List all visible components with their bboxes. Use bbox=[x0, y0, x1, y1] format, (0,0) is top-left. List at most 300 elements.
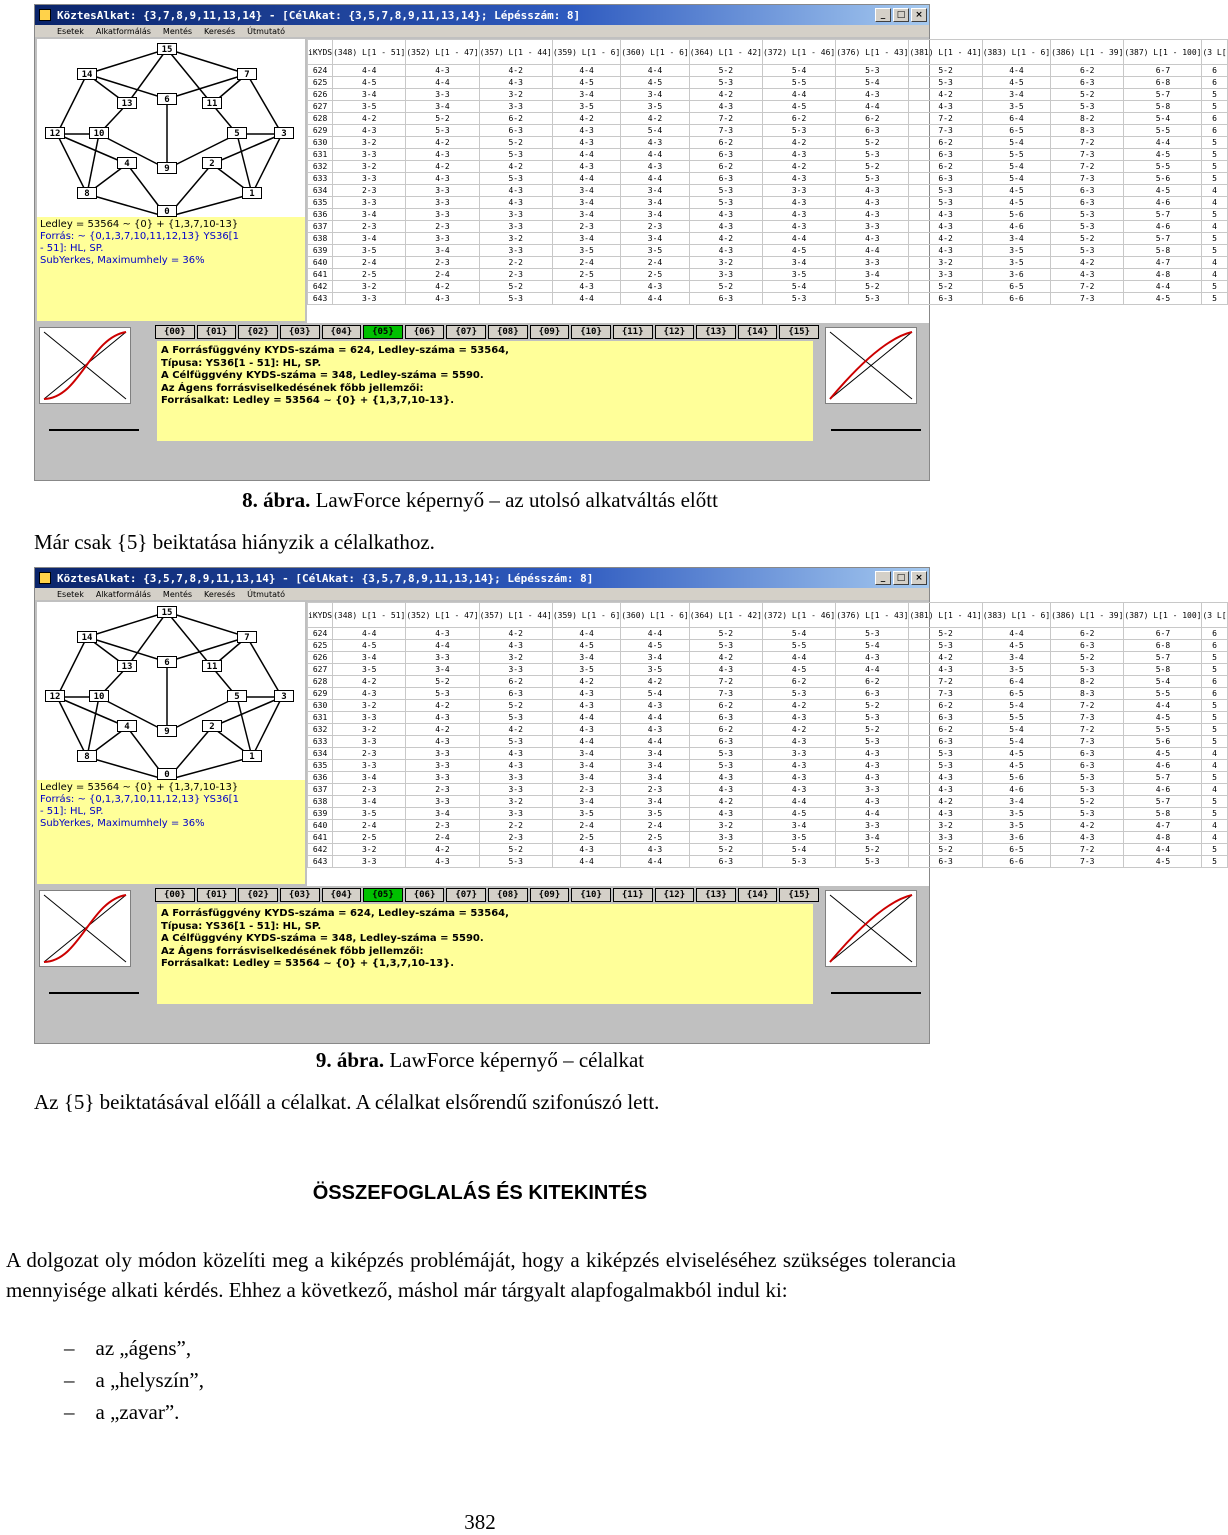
grid-cell: 4-3 bbox=[762, 173, 835, 185]
table-row[interactable] bbox=[308, 844, 1228, 856]
grid-cell: 4-5 bbox=[762, 245, 835, 257]
grid-column-header[interactable]: (381) L[1 - 41] bbox=[909, 603, 982, 628]
grid-cell: 4-2 bbox=[621, 113, 689, 125]
grid-cell: 5-5 bbox=[982, 149, 1050, 161]
menu-item-kereses[interactable]: Keresés bbox=[204, 589, 236, 599]
grid-column-header[interactable]: (359) L[1 - 6] bbox=[552, 603, 620, 628]
table-row[interactable] bbox=[308, 832, 1228, 844]
menu-item-alkatformalas[interactable]: Alkatformálás bbox=[95, 589, 151, 599]
grid-cell: 4-3 bbox=[762, 712, 835, 724]
grid-cell: 5-3 bbox=[909, 77, 982, 89]
graph-node[interactable]: 10 bbox=[89, 690, 109, 702]
tab-item[interactable]: {07} bbox=[446, 325, 486, 339]
grid-cell: 6-3 bbox=[1051, 760, 1124, 772]
grid-cell: 7-3 bbox=[1051, 856, 1124, 868]
tab-item[interactable]: {14} bbox=[738, 325, 778, 339]
tab-item[interactable]: {02} bbox=[238, 325, 278, 339]
grid-column-header[interactable]: (364) L[1 - 42] bbox=[689, 603, 762, 628]
graph-node[interactable]: 1 bbox=[242, 187, 262, 199]
graph-node[interactable]: 6 bbox=[157, 656, 177, 668]
tab-item[interactable]: {13} bbox=[696, 888, 736, 902]
table-row[interactable] bbox=[308, 293, 1228, 305]
desc-line: A Célfüggvény KYDS-száma = 348, Ledley-száma = 5590. bbox=[161, 370, 484, 381]
grid-cell: 3-3 bbox=[406, 185, 479, 197]
graph-node[interactable]: 4 bbox=[117, 157, 137, 169]
grid-cell: 4-5 bbox=[621, 77, 689, 89]
hypercube-graph bbox=[37, 602, 305, 780]
graph-node[interactable]: 15 bbox=[157, 606, 177, 618]
grid-column-header[interactable]: (383) L[1 - 6] bbox=[982, 603, 1050, 628]
desc-line: A Célfüggvény KYDS-száma = 348, Ledley-száma = 5590. bbox=[161, 933, 484, 944]
grid-cell: 3-4 bbox=[982, 652, 1050, 664]
grid-cell: 3-3 bbox=[406, 748, 479, 760]
table-row[interactable] bbox=[308, 796, 1228, 808]
graph-node[interactable]: 14 bbox=[77, 631, 97, 643]
grid-cell: 4-4 bbox=[762, 652, 835, 664]
table-row[interactable] bbox=[308, 137, 1228, 149]
graph-node[interactable]: 0 bbox=[157, 205, 177, 217]
tab-item[interactable]: {15} bbox=[779, 888, 819, 902]
tab-item[interactable]: {09} bbox=[530, 325, 570, 339]
tab-item[interactable]: {10} bbox=[571, 888, 611, 902]
grid-cell: 3-4 bbox=[982, 233, 1050, 245]
grid-column-header[interactable]: (348) L[1 - 51] bbox=[333, 603, 406, 628]
tab-item[interactable]: {08} bbox=[488, 325, 528, 339]
graph-node[interactable]: 7 bbox=[237, 68, 257, 80]
grid-cell: 2-3 bbox=[552, 784, 620, 796]
grid-cell: 5 bbox=[1202, 101, 1227, 113]
grid-cell: 3-2 bbox=[689, 820, 762, 832]
grid-cell: 3-4 bbox=[621, 748, 689, 760]
grid-cell: 5 bbox=[1202, 736, 1227, 748]
graph-node[interactable]: 10 bbox=[89, 127, 109, 139]
table-row[interactable] bbox=[308, 161, 1228, 173]
tab-item[interactable]: {10} bbox=[571, 325, 611, 339]
grid-column-header[interactable]: (352) L[1 - 47] bbox=[406, 40, 479, 65]
grid-column-header[interactable]: (372) L[1 - 46] bbox=[762, 603, 835, 628]
minimize-button[interactable]: _ bbox=[875, 8, 891, 22]
table-row[interactable] bbox=[308, 688, 1228, 700]
grid-column-header[interactable]: (360) L[1 - 6] bbox=[621, 40, 689, 65]
tab-item[interactable]: {02} bbox=[238, 888, 278, 902]
grid-column-header[interactable]: (357) L[1 - 44] bbox=[479, 40, 552, 65]
graph-node[interactable]: 5 bbox=[227, 127, 247, 139]
grid-cell: 5-3 bbox=[909, 760, 982, 772]
grid-cell: 5-4 bbox=[982, 736, 1050, 748]
grid-cell: 4-3 bbox=[836, 197, 909, 209]
grid-column-header[interactable]: (352) L[1 - 47] bbox=[406, 603, 479, 628]
grid-cell: 6-3 bbox=[689, 712, 762, 724]
grid-cell: 2-3 bbox=[333, 748, 406, 760]
grid-cell: 3-4 bbox=[333, 652, 406, 664]
grid-cell: 637 bbox=[308, 221, 333, 233]
grid-cell: 4-2 bbox=[552, 113, 620, 125]
table-row[interactable] bbox=[308, 77, 1228, 89]
grid-cell: 3-5 bbox=[621, 808, 689, 820]
grid-cell: 5-6 bbox=[982, 772, 1050, 784]
table-row[interactable] bbox=[308, 125, 1228, 137]
grid-cell: 4-3 bbox=[909, 209, 982, 221]
grid-cell: 5-3 bbox=[689, 760, 762, 772]
body-paragraph: A dolgozat oly módon közelíti meg a kiképzés problémáját, hogy a kiképzés elviseléséhez szükséges tolerancia mennyisége alkati kérdés. Ehhez a következő, máshol már tárgyalt alapfogalmakból indul ki: bbox=[6, 1248, 956, 1302]
grid-cell: 3-3 bbox=[479, 221, 552, 233]
grid-cell: 3-5 bbox=[333, 664, 406, 676]
grid-cell: 3-3 bbox=[406, 209, 479, 221]
table-row[interactable] bbox=[308, 784, 1228, 796]
graph-node[interactable]: 9 bbox=[157, 162, 177, 174]
graph-node[interactable]: 9 bbox=[157, 725, 177, 737]
grid-cell: 2-2 bbox=[479, 820, 552, 832]
grid-cell: 3-3 bbox=[406, 89, 479, 101]
grid-cell: 637 bbox=[308, 784, 333, 796]
table-row[interactable] bbox=[308, 736, 1228, 748]
grid-cell: 5-2 bbox=[1051, 796, 1124, 808]
grid-cell: 4-5 bbox=[1124, 712, 1202, 724]
description-panel bbox=[157, 904, 813, 1004]
grid-cell: 6-8 bbox=[1124, 77, 1202, 89]
table-row[interactable] bbox=[308, 628, 1228, 640]
grid-cell: 3-3 bbox=[479, 209, 552, 221]
table-row[interactable] bbox=[308, 820, 1228, 832]
table-row[interactable] bbox=[308, 89, 1228, 101]
grid-cell: 5-3 bbox=[689, 185, 762, 197]
grid-cell: 7-2 bbox=[1051, 700, 1124, 712]
grid-cell: 4-3 bbox=[479, 197, 552, 209]
grid-cell: 3-2 bbox=[333, 281, 406, 293]
grid-cell: 4-3 bbox=[621, 724, 689, 736]
tab-item[interactable]: {03} bbox=[280, 888, 320, 902]
tab-item[interactable]: {00} bbox=[155, 888, 195, 902]
table-row[interactable] bbox=[308, 197, 1228, 209]
table-row[interactable] bbox=[308, 185, 1228, 197]
tab-item[interactable]: {14} bbox=[738, 888, 778, 902]
table-row[interactable] bbox=[308, 808, 1228, 820]
grid-column-header[interactable]: (372) L[1 - 46] bbox=[762, 40, 835, 65]
grid-cell: 3-3 bbox=[479, 784, 552, 796]
table-row[interactable] bbox=[308, 856, 1228, 868]
grid-column-header[interactable]: (357) L[1 - 44] bbox=[479, 603, 552, 628]
grid-cell: 5-5 bbox=[982, 712, 1050, 724]
grid-cell: 4-2 bbox=[333, 113, 406, 125]
grid-cell: 4-2 bbox=[406, 700, 479, 712]
graph-node[interactable]: 2 bbox=[202, 157, 222, 169]
graph-node[interactable]: 13 bbox=[117, 97, 137, 109]
menu-item-mentes[interactable]: Mentés bbox=[162, 589, 193, 599]
grid-cell: 5-2 bbox=[1051, 652, 1124, 664]
tab-item[interactable]: {06} bbox=[405, 325, 445, 339]
tab-item[interactable]: {01} bbox=[197, 325, 237, 339]
grid-column-header[interactable]: (359) L[1 - 6] bbox=[552, 40, 620, 65]
desc-line: Típusa: YS36[1 - 51]: HL, SP. bbox=[161, 357, 322, 369]
grid-cell: 5-3 bbox=[909, 197, 982, 209]
grid-cell: 4-3 bbox=[836, 652, 909, 664]
table-row[interactable] bbox=[308, 772, 1228, 784]
grid-cell: 3-5 bbox=[762, 269, 835, 281]
grid-cell: 3-5 bbox=[621, 664, 689, 676]
grid-cell: 4-3 bbox=[689, 101, 762, 113]
grid-cell: 6-2 bbox=[1051, 65, 1124, 77]
grid-cell: 625 bbox=[308, 77, 333, 89]
close-button[interactable]: × bbox=[911, 571, 927, 585]
tab-item[interactable]: {01} bbox=[197, 888, 237, 902]
grid-cell: 3-2 bbox=[479, 796, 552, 808]
grid-cell: 3-5 bbox=[333, 101, 406, 113]
menu-item-utmutato[interactable]: Útmutató bbox=[247, 589, 286, 599]
grid-cell: 6-2 bbox=[689, 700, 762, 712]
table-row[interactable] bbox=[308, 149, 1228, 161]
tab-item[interactable]: {05} bbox=[363, 325, 403, 339]
graph-node[interactable]: 0 bbox=[157, 768, 177, 780]
graph-node[interactable]: 15 bbox=[157, 43, 177, 55]
grid-cell: 4-3 bbox=[909, 784, 982, 796]
grid-cell: 4-3 bbox=[836, 89, 909, 101]
info-line: SubYerkes, Maximumhely = 36% bbox=[40, 818, 205, 829]
page-number: 382 bbox=[464, 1510, 496, 1534]
table-row[interactable] bbox=[308, 700, 1228, 712]
grid-cell: 4-3 bbox=[689, 784, 762, 796]
grid-cell: 632 bbox=[308, 161, 333, 173]
menu-item-kereses[interactable]: Keresés bbox=[204, 26, 236, 36]
grid-cell: 5 bbox=[1202, 724, 1227, 736]
graph-node[interactable]: 8 bbox=[77, 750, 97, 762]
grid-cell: 4-5 bbox=[333, 77, 406, 89]
tab-item[interactable]: {11} bbox=[613, 325, 653, 339]
maximize-button[interactable]: □ bbox=[893, 571, 909, 585]
graph-node[interactable]: 12 bbox=[45, 127, 65, 139]
grid-cell: 4-3 bbox=[836, 185, 909, 197]
table-row[interactable] bbox=[308, 245, 1228, 257]
grid-column-header[interactable]: (364) L[1 - 42] bbox=[689, 40, 762, 65]
grid-cell: 5-3 bbox=[1051, 101, 1124, 113]
grid-cell: 4-2 bbox=[406, 281, 479, 293]
grid-cell: 3-4 bbox=[621, 89, 689, 101]
tab-item[interactable]: {08} bbox=[488, 888, 528, 902]
grid-cell: 3-3 bbox=[689, 832, 762, 844]
grid-cell: 3-5 bbox=[552, 808, 620, 820]
graph-node[interactable]: 12 bbox=[45, 690, 65, 702]
tab-item[interactable]: {04} bbox=[322, 888, 362, 902]
grid-cell: 4-2 bbox=[406, 161, 479, 173]
menu-item-mentes[interactable]: Mentés bbox=[162, 26, 193, 36]
grid-cell: 4-3 bbox=[689, 664, 762, 676]
grid-column-header[interactable]: (387) L[1 - 100] bbox=[1124, 603, 1202, 628]
tab-item[interactable]: {04} bbox=[322, 325, 362, 339]
grid-cell: 6-3 bbox=[909, 173, 982, 185]
info-line: - 51]: HL, SP. bbox=[40, 806, 104, 817]
graph-node[interactable]: 11 bbox=[202, 97, 222, 109]
grid-cell: 8-2 bbox=[1051, 676, 1124, 688]
grid-cell: 5-5 bbox=[1124, 724, 1202, 736]
grid-cell: 6-3 bbox=[689, 293, 762, 305]
table-row[interactable] bbox=[308, 209, 1228, 221]
grid-column-header[interactable]: (381) L[1 - 41] bbox=[909, 40, 982, 65]
grid-column-header[interactable]: (3 L[ bbox=[1202, 603, 1227, 628]
grid-cell: 5-2 bbox=[836, 161, 909, 173]
window-title: KöztesAlkat: {3,7,8,9,11,13,14} - [CélAkat: {3,5,7,8,9,11,13,14}; Lépésszám: 8] bbox=[57, 8, 581, 22]
grid-cell: 5-2 bbox=[479, 281, 552, 293]
menu-item-esetek[interactable]: Esetek bbox=[57, 26, 84, 36]
grid-cell: 4-4 bbox=[1124, 844, 1202, 856]
grid-cell: 3-2 bbox=[479, 652, 552, 664]
menu-item-esetek[interactable]: Esetek bbox=[57, 589, 84, 599]
grid-cell: 5-2 bbox=[836, 700, 909, 712]
data-grid[interactable] bbox=[307, 602, 1227, 886]
grid-cell: 3-4 bbox=[333, 233, 406, 245]
graph-node[interactable]: 4 bbox=[117, 720, 137, 732]
close-button[interactable]: × bbox=[911, 8, 927, 22]
graph-node[interactable]: 6 bbox=[157, 93, 177, 105]
grid-column-header[interactable]: (376) L[1 - 43] bbox=[836, 40, 909, 65]
table-row[interactable] bbox=[308, 113, 1228, 125]
grid-cell: 5 bbox=[1202, 149, 1227, 161]
grid-cell: 6-4 bbox=[982, 113, 1050, 125]
table-row[interactable] bbox=[308, 652, 1228, 664]
grid-cell: 5 bbox=[1202, 664, 1227, 676]
bullet-text: a „helyszín”, bbox=[95, 1368, 204, 1392]
menu-item-utmutato[interactable]: Útmutató bbox=[247, 26, 286, 36]
grid-cell: 3-4 bbox=[552, 760, 620, 772]
grid-cell: 638 bbox=[308, 796, 333, 808]
menu-item-alkatformalas[interactable]: Alkatformálás bbox=[95, 26, 151, 36]
graph-node[interactable]: 13 bbox=[117, 660, 137, 672]
table-row[interactable] bbox=[308, 257, 1228, 269]
grid-cell: 4-4 bbox=[333, 628, 406, 640]
grid-cell: 6-3 bbox=[836, 688, 909, 700]
grid-cell: 5-3 bbox=[836, 712, 909, 724]
grid-cell: 3-3 bbox=[689, 269, 762, 281]
grid-cell: 3-4 bbox=[406, 808, 479, 820]
grid-cell: 4-4 bbox=[836, 808, 909, 820]
tab-item[interactable]: {11} bbox=[613, 888, 653, 902]
grid-cell: 4 bbox=[1202, 269, 1227, 281]
grid-cell: 3-3 bbox=[406, 652, 479, 664]
tab-item[interactable]: {12} bbox=[655, 888, 695, 902]
grid-cell: 4-2 bbox=[333, 676, 406, 688]
graph-node[interactable]: 1 bbox=[242, 750, 262, 762]
grid-cell: 6-3 bbox=[1051, 77, 1124, 89]
grid-cell: 4-4 bbox=[621, 149, 689, 161]
tab-item[interactable]: {03} bbox=[280, 325, 320, 339]
grid-cell: 6-3 bbox=[1051, 185, 1124, 197]
grid-cell: 4-2 bbox=[909, 652, 982, 664]
grid-cell: 4-3 bbox=[762, 784, 835, 796]
graph-node[interactable]: 8 bbox=[77, 187, 97, 199]
grid-cell: 7-3 bbox=[689, 125, 762, 137]
bullet-item: – az „ágens”, bbox=[64, 1336, 192, 1360]
curve-divider bbox=[831, 992, 921, 994]
grid-cell: 4-8 bbox=[1124, 832, 1202, 844]
table-row[interactable] bbox=[308, 65, 1228, 77]
grid-cell: 4-2 bbox=[552, 676, 620, 688]
table-row[interactable] bbox=[308, 724, 1228, 736]
grid-cell: 5-7 bbox=[1124, 652, 1202, 664]
grid-column-header[interactable]: (348) L[1 - 51] bbox=[333, 40, 406, 65]
target-curve bbox=[825, 890, 917, 967]
grid-cell: 6-3 bbox=[1051, 748, 1124, 760]
grid-cell: 4-3 bbox=[836, 748, 909, 760]
table-row[interactable] bbox=[308, 640, 1228, 652]
grid-cell: 4-4 bbox=[621, 628, 689, 640]
graph-node[interactable]: 5 bbox=[227, 690, 247, 702]
grid-column-header[interactable]: (3 L[ bbox=[1202, 40, 1227, 65]
grid-cell: 3-4 bbox=[333, 772, 406, 784]
grid-column-header[interactable]: (383) L[1 - 6] bbox=[982, 40, 1050, 65]
grid-cell: 4 bbox=[1202, 257, 1227, 269]
table-row[interactable] bbox=[308, 676, 1228, 688]
graph-node[interactable]: 7 bbox=[237, 631, 257, 643]
minimize-button[interactable]: _ bbox=[875, 571, 891, 585]
grid-cell: 4-4 bbox=[982, 628, 1050, 640]
table-row[interactable] bbox=[308, 748, 1228, 760]
grid-column-header[interactable]: (360) L[1 - 6] bbox=[621, 603, 689, 628]
table-row[interactable] bbox=[308, 664, 1228, 676]
graph-node[interactable]: 14 bbox=[77, 68, 97, 80]
table-row[interactable] bbox=[308, 760, 1228, 772]
table-row[interactable] bbox=[308, 233, 1228, 245]
grid-cell: 634 bbox=[308, 185, 333, 197]
grid-cell: 626 bbox=[308, 652, 333, 664]
grid-column-header[interactable]: (376) L[1 - 43] bbox=[836, 603, 909, 628]
grid-cell: 4-3 bbox=[1051, 269, 1124, 281]
table-row[interactable] bbox=[308, 173, 1228, 185]
grid-cell: 5-3 bbox=[909, 748, 982, 760]
grid-cell: 6-6 bbox=[982, 293, 1050, 305]
grid-cell: 4-4 bbox=[621, 293, 689, 305]
graph-node[interactable]: 11 bbox=[202, 660, 222, 672]
table-row[interactable] bbox=[308, 269, 1228, 281]
data-grid[interactable] bbox=[307, 39, 1227, 323]
tab-item[interactable]: {13} bbox=[696, 325, 736, 339]
grid-cell: 5 bbox=[1202, 137, 1227, 149]
tab-item[interactable]: {00} bbox=[155, 325, 195, 339]
tab-item[interactable]: {09} bbox=[530, 888, 570, 902]
graph-node[interactable]: 3 bbox=[274, 127, 294, 139]
grid-cell: 4 bbox=[1202, 185, 1227, 197]
tab-item[interactable]: {06} bbox=[405, 888, 445, 902]
info-line: Forrás: ~ {0,1,3,7,10,11,12,13} YS36[1 bbox=[40, 231, 239, 242]
graph-node[interactable]: 2 bbox=[202, 720, 222, 732]
grid-cell: 6-3 bbox=[689, 149, 762, 161]
grid-cell: 6-3 bbox=[479, 125, 552, 137]
graph-node[interactable]: 3 bbox=[274, 690, 294, 702]
grid-cell: 3-3 bbox=[479, 772, 552, 784]
grid-cell: 4-3 bbox=[479, 185, 552, 197]
maximize-button[interactable]: □ bbox=[893, 8, 909, 22]
table-row[interactable] bbox=[308, 712, 1228, 724]
tab-item[interactable]: {07} bbox=[446, 888, 486, 902]
tab-item[interactable]: {05} bbox=[363, 888, 403, 902]
grid-cell: 3-3 bbox=[836, 221, 909, 233]
table-row[interactable] bbox=[308, 221, 1228, 233]
grid-cell: 640 bbox=[308, 257, 333, 269]
grid-cell: 639 bbox=[308, 808, 333, 820]
grid-column-header[interactable]: (386) L[1 - 39] bbox=[1051, 603, 1124, 628]
tab-item[interactable]: {12} bbox=[655, 325, 695, 339]
grid-cell: 5 bbox=[1202, 173, 1227, 185]
grid-cell: 3-3 bbox=[333, 760, 406, 772]
grid-column-header[interactable]: (386) L[1 - 39] bbox=[1051, 40, 1124, 65]
tab-item[interactable]: {15} bbox=[779, 325, 819, 339]
grid-cell: 2-3 bbox=[406, 257, 479, 269]
table-row[interactable] bbox=[308, 281, 1228, 293]
grid-column-header[interactable]: (387) L[1 - 100] bbox=[1124, 40, 1202, 65]
grid-cell: 4-3 bbox=[909, 808, 982, 820]
grid-cell: 4-6 bbox=[1124, 197, 1202, 209]
grid-cell: 5-4 bbox=[762, 65, 835, 77]
table-row[interactable] bbox=[308, 101, 1228, 113]
grid-cell: 4-3 bbox=[479, 640, 552, 652]
grid-cell: 5-4 bbox=[982, 724, 1050, 736]
